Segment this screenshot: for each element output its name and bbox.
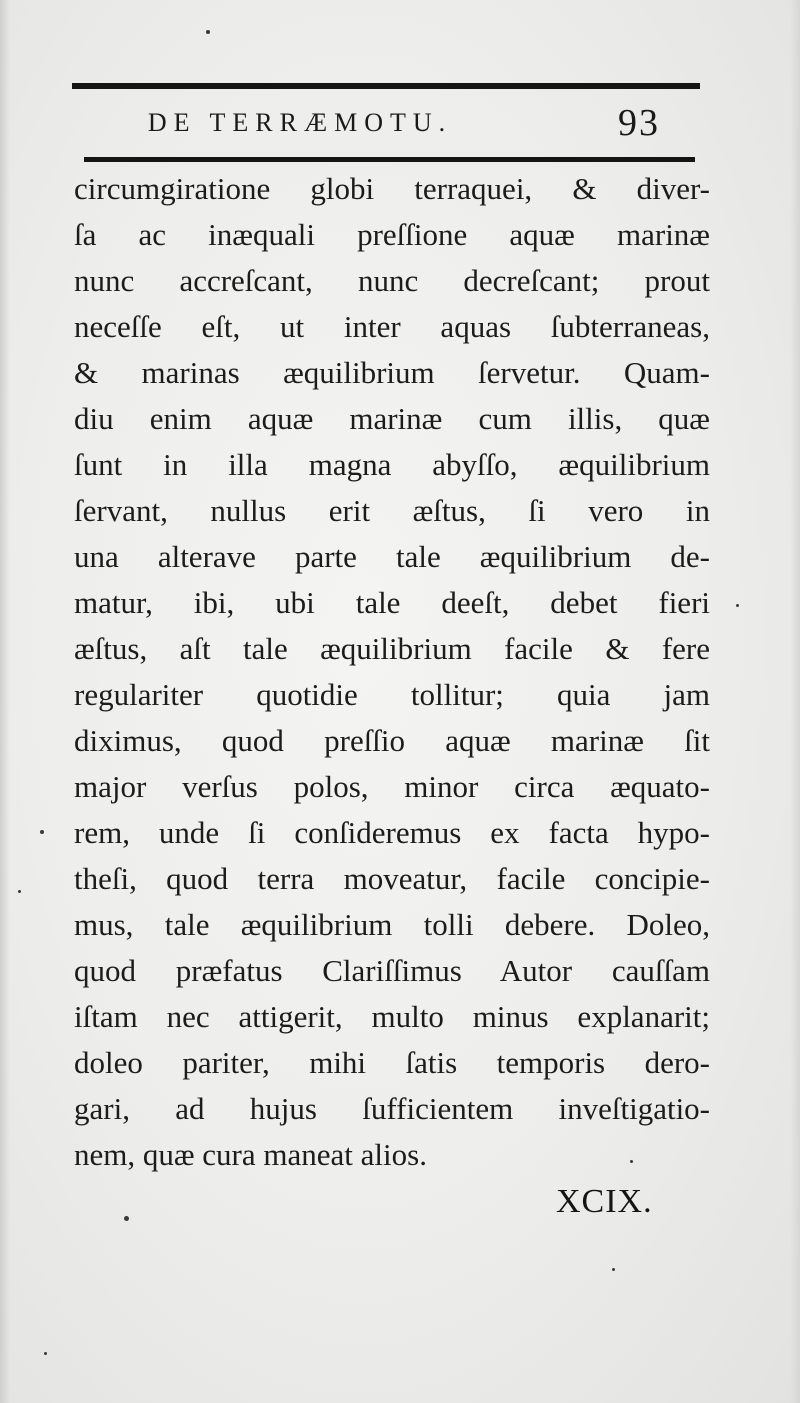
- text-line: iſtam nec attigerit, multo minus explanarit;: [74, 999, 710, 1034]
- page-right-edge: [790, 0, 800, 1403]
- text-line: nem, quæ cura maneat alios.: [74, 1137, 427, 1172]
- paper-speck: [124, 1216, 129, 1221]
- text-line: gari, ad hujus ſufficientem inveſtigatio-: [74, 1091, 710, 1126]
- text-line: circumgiratione globi terraquei, & diver-: [74, 171, 710, 206]
- text-line: & marinas æquilibrium ſervetur. Quam-: [74, 355, 710, 390]
- paper-speck: [44, 1352, 47, 1355]
- text-line: matur, ibi, ubi tale deeſt, debet fieri: [74, 585, 710, 620]
- text-line: nunc accreſcant, nunc decreſcant; prout: [74, 263, 710, 298]
- text-line: quod præfatus Clariſſimus Autor cauſſam: [74, 953, 710, 988]
- text-line: ſa ac inæquali preſſione aquæ marinæ: [74, 217, 710, 252]
- text-line: una alterave parte tale æquilibrium de-: [74, 539, 710, 574]
- text-line: mus, tale æquilibrium tolli debere. Doleo,: [74, 907, 710, 942]
- catchword: XCIX.: [556, 1183, 653, 1220]
- text-line: æſtus, aſt tale æquilibrium facile & fere: [74, 631, 710, 666]
- text-line: major verſus polos, minor circa æquato-: [74, 769, 710, 804]
- text-line: regulariter quotidie tollitur; quia jam: [74, 677, 710, 712]
- body-text: [74, 166, 710, 1178]
- running-title: DE TERRÆMOTU.: [147, 108, 453, 137]
- text-line: neceſſe eſt, ut inter aquas ſubterraneas,: [74, 309, 710, 344]
- text-line: theſi, quod terra moveatur, facile concipie-: [74, 861, 710, 896]
- paper-speck: [630, 1160, 633, 1163]
- header-bottom-rule: [84, 157, 695, 162]
- text-line: doleo pariter, mihi ſatis temporis dero-: [74, 1045, 710, 1080]
- page-number: 93: [618, 102, 660, 144]
- header-top-rule: [72, 83, 700, 89]
- text-line: diximus, quod preſſio aquæ marinæ ſit: [74, 723, 710, 758]
- text-line: diu enim aquæ marinæ cum illis, quæ: [74, 401, 710, 436]
- text-line: rem, unde ſi conſideremus ex facta hypo-: [74, 815, 710, 850]
- paper-speck: [612, 1268, 615, 1271]
- paper-speck: [40, 830, 44, 834]
- text-line: ſervant, nullus erit æſtus, ſi vero in: [74, 493, 710, 528]
- text-line: ſunt in illa magna abyſſo, æquilibrium: [74, 447, 710, 482]
- paper-speck: [736, 604, 739, 607]
- page-left-edge: [0, 0, 10, 1403]
- paper-speck: [206, 30, 210, 34]
- paper-speck: [18, 890, 21, 893]
